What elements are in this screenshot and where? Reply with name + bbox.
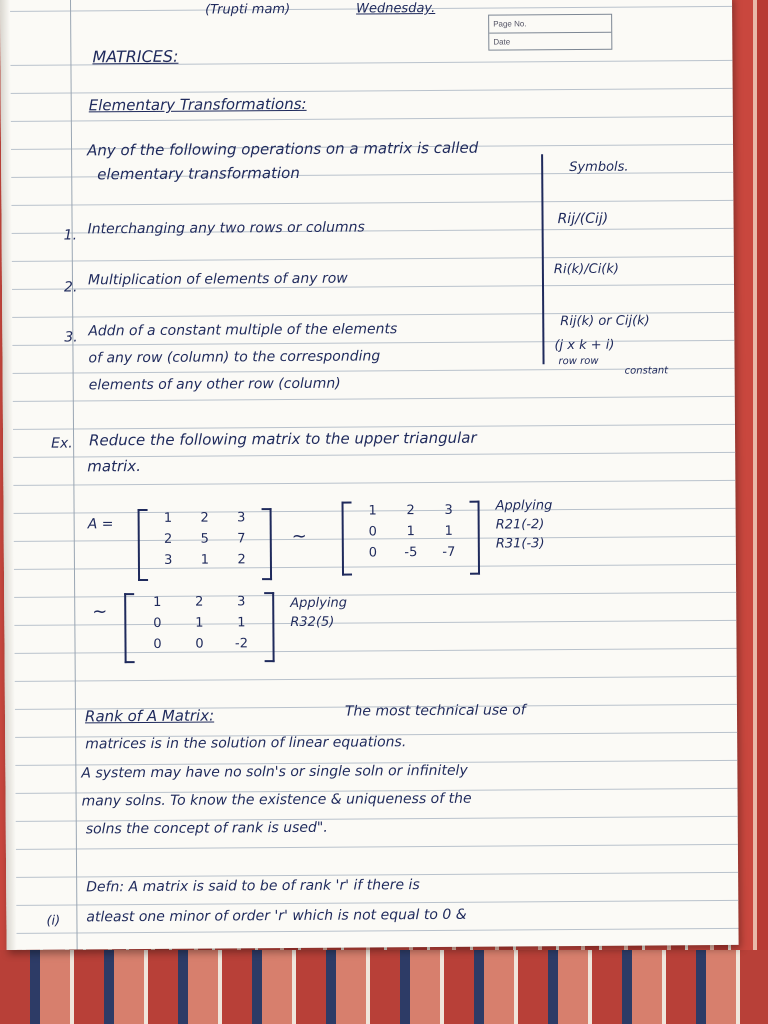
matrix-b [342,501,481,576]
matrix-b-cell: 1 [444,523,453,539]
step-1-op-1: R21(-2) [495,517,545,533]
matrix-b-cell: 1 [406,524,415,540]
matrix-a-label: A = [87,516,114,533]
definition-marker: (i) [46,913,61,929]
matrix-c-cell: 3 [237,594,246,610]
matrix-a-cell: 5 [200,531,209,547]
matrix-b-cell: -7 [442,544,456,560]
example-prefix: Ex. [51,435,73,452]
matrix-a-cell: 3 [164,552,173,568]
rank-heading: Rank of A Matrix: [84,706,215,726]
matrix-b-grid [354,503,468,561]
equivalence-tilde-1: ~ [291,525,307,547]
matrix-b-cell: 0 [368,545,378,561]
item-1-number: 1. [63,227,78,244]
item-3-text-line-3: elements of any other row (column) [88,375,341,394]
item-1-text: Interchanging any two rows or columns [87,219,365,238]
item-3-symbol-line-3: row row [558,355,599,368]
matrix-a-cell: 2 [163,531,173,547]
equivalence-tilde-2: ~ [92,601,108,623]
item-3-text-line-2: of any row (column) to the corresponding [88,348,381,367]
item-1-symbol: Rij/(Cij) [557,210,609,228]
matrix-c-cell: 1 [195,615,204,631]
matrix-b-cell: -5 [404,545,418,561]
item-3-symbol-line-1: Rij(k) or Cij(k) [560,313,650,330]
matrix-c [124,592,274,663]
rank-line-2: matrices is in the solution of linear equations. [85,734,407,753]
rank-line-3: A system may have no soln's or single soln or infinitely [81,762,468,782]
matrix-b-cell: 3 [444,502,453,518]
matrix-a [138,508,272,581]
matrix-c-cell: 0 [153,615,162,631]
step-1-applying: Applying [495,498,553,514]
step-1-note [495,496,552,553]
item-2-symbol: Ri(k)/Ci(k) [553,261,620,278]
definition-line-2: atleast one minor of order 'r' which is not equal to 0 & [86,906,467,926]
matrix-c-cell: -2 [234,636,249,652]
rank-line-1: The most technical use of [344,702,526,720]
rank-line-5: solns the concept of rank is used". [85,819,328,838]
definition-line-1: Defn: A matrix is said to be of rank 'r' if there is [86,877,420,896]
symbols-heading: Symbols. [569,159,629,176]
rank-line-4: many solns. To know the existence & uniqueness of the [81,790,472,810]
matrix-b-cell: 0 [368,524,377,540]
matrix-c-cell: 1 [153,594,162,610]
tablecloth-background [0,950,768,1024]
item-3-number: 3. [64,329,78,346]
page-binding-edge [0,0,17,950]
section-heading: Elementary Transformations: [88,94,307,115]
page-no-label: Page No. [493,19,527,29]
margin-line [70,0,78,949]
item-3-symbol-line-2: (j x k + i) [554,337,615,354]
intro-line-1: Any of the following operations on a matrix is called [86,138,479,160]
step-2-note [290,594,347,632]
matrix-c-cell: 0 [195,636,204,652]
page-title: MATRICES: [92,46,179,67]
item-3-symbol-line-4: constant [624,365,669,377]
matrix-c-cell: 1 [237,615,246,631]
step-1-op-2: R31(-3) [495,536,545,552]
step-2-op: R32(5) [290,614,335,630]
matrix-b-cell: 2 [406,503,415,519]
date-label: Date [489,32,611,51]
step-2-applying: Applying [290,595,348,611]
item-2-number: 2. [63,279,78,296]
matrix-c-grid [136,594,262,652]
intro-line-2: elementary transformation [97,163,300,184]
teacher-name: (Trupti mam) [205,1,291,18]
matrix-c-cell: 0 [153,636,162,652]
page-number-box [488,14,612,51]
matrix-a-cell: 3 [237,510,246,526]
matrix-a-cell: 1 [200,552,210,568]
matrix-a-cell: 2 [237,552,246,568]
matrix-c-cell: 2 [195,594,204,610]
symbols-divider [541,154,544,364]
matrix-a-cell: 7 [237,531,246,547]
example-line-2: matrix. [87,457,141,476]
item-2-text: Multiplication of elements of any row [87,270,348,289]
matrix-a-grid [150,510,260,568]
example-line-1: Reduce the following matrix to the upper triangular [89,428,477,450]
weekday: Wednesday. [356,0,436,17]
matrix-a-cell: 1 [163,510,173,526]
matrix-b-cell: 1 [368,503,377,519]
matrix-a-cell: 2 [200,510,209,526]
item-3-text-line-1: Addn of a constant multiple of the elements [88,321,398,340]
